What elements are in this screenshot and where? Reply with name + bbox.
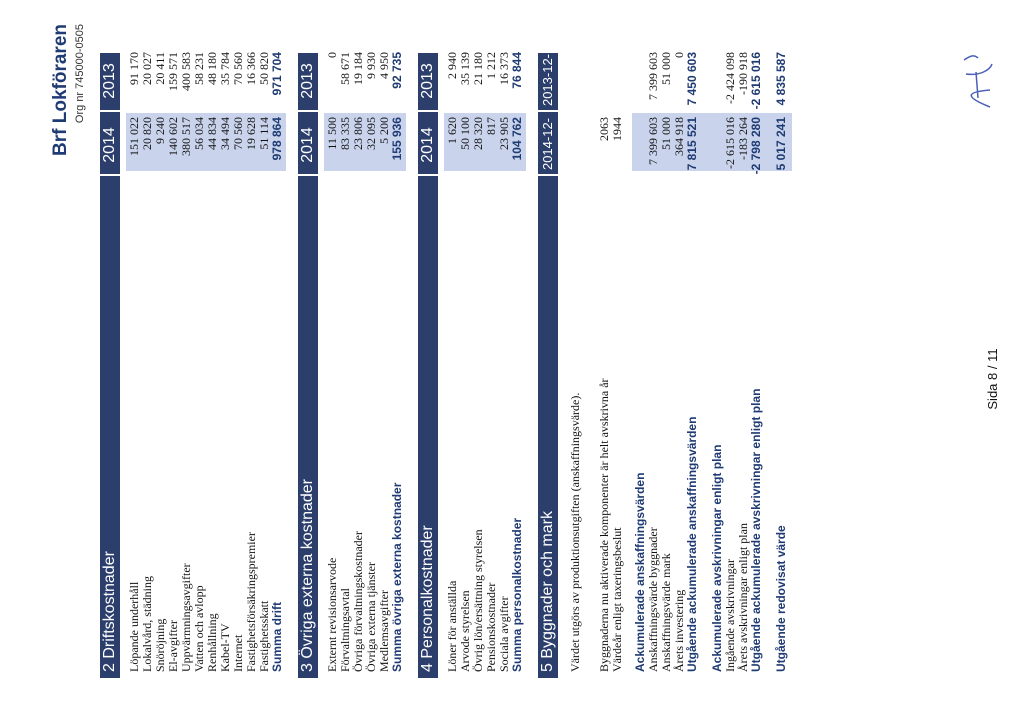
value-current-year: 34 494: [218, 117, 232, 150]
row-label: Vatten och avlopp: [192, 585, 206, 672]
section-total-row: [271, 52, 283, 672]
value-previous-year: 58 671: [338, 52, 352, 85]
row-label: Fastighetsskatt: [257, 600, 271, 672]
value-current-year: -2 615 016: [723, 117, 737, 169]
row-label: Summa övriga externa kostnader: [390, 482, 404, 672]
handwritten-initials: [960, 42, 1000, 112]
value-current-year: 1944: [610, 117, 624, 141]
column-header-current: 2014: [100, 116, 120, 176]
value-current-year: 28 320: [471, 117, 485, 150]
table-row: [673, 52, 685, 672]
row-label: Utgående ackumulerade avskrivningar enligt plan: [749, 388, 763, 672]
section-title: 5 Byggnader och mark: [539, 511, 556, 672]
table-row: [193, 52, 205, 672]
row-label: Renhållning: [205, 613, 219, 672]
row-label: Summa drift: [270, 601, 284, 672]
table-row: [365, 52, 377, 672]
section-total-row: [391, 52, 403, 672]
value-current-year: 155 936: [390, 117, 404, 161]
value-previous-year: 70 560: [231, 52, 245, 85]
row-label: Sociala avgifter: [497, 596, 511, 672]
row-label: Uppvärmningsavgifter: [179, 563, 193, 672]
value-current-year: 9 240: [153, 117, 167, 144]
column-header-previous: 2013: [100, 52, 120, 112]
building-info-row: [611, 52, 623, 672]
value-previous-year: 4 835 587: [774, 52, 788, 106]
value-previous-year: 50 820: [257, 52, 271, 85]
row-label: Utgående ackumulerade anskaffningsvärden: [685, 416, 699, 672]
table-row: [128, 52, 140, 672]
value-previous-year: 400 583: [179, 52, 193, 91]
column-header-current: 2014: [418, 116, 438, 176]
value-current-year: 23 806: [351, 117, 365, 150]
value-current-year: 20 820: [140, 117, 154, 150]
value-previous-year: 16 373: [497, 52, 511, 85]
book-value-row: [775, 52, 787, 672]
value-current-year: 1 620: [445, 117, 459, 144]
value-previous-year: 0: [672, 52, 686, 58]
value-current-year: -2 798 280: [749, 117, 763, 175]
value-current-year: 19 628: [244, 117, 258, 150]
table-row: [258, 52, 270, 672]
row-label: Övriga förvaltningskostnader: [351, 531, 365, 672]
value-current-year: -183 264: [736, 117, 750, 160]
value-previous-year: 971 704: [270, 52, 284, 96]
value-previous-year: 58 231: [192, 52, 206, 85]
table-row: [498, 52, 510, 672]
row-label: Årets avskrivningar enligt plan: [736, 523, 750, 672]
table-row: [206, 52, 218, 672]
value-previous-year: 16 366: [244, 52, 258, 85]
page-number: Sida 8 / 11: [985, 348, 1000, 410]
section-header-bar: [418, 53, 438, 678]
value-previous-year: 35 139: [458, 52, 472, 85]
value-current-year: 51 114: [257, 117, 271, 150]
value-current-year: 83 335: [338, 117, 352, 150]
value-previous-year: 159 571: [166, 52, 180, 91]
value-previous-year: 0: [325, 52, 339, 58]
section-title: 2 Driftskostnader: [101, 551, 118, 672]
value-current-year: 11 500: [325, 117, 339, 150]
table-row: [459, 52, 471, 672]
valuation-note: Värdet utgörs av produktionsutgiften (anskaffningsvärde).: [568, 392, 582, 672]
column-header-previous: 2013-12-31: [538, 50, 578, 112]
table-row: [352, 52, 364, 672]
row-label: Övriga externa tjänster: [364, 562, 378, 672]
value-current-year: 364 918: [672, 117, 686, 156]
acquisition-total-row: [686, 52, 698, 672]
value-current-year: 7 399 603: [646, 117, 660, 165]
table-row: [141, 52, 153, 672]
value-current-year: 140 602: [166, 117, 180, 156]
column-header-current: 2014: [298, 116, 318, 176]
value-previous-year: 91 170: [127, 52, 141, 85]
value-previous-year: 20 411: [153, 52, 167, 85]
table-row: [446, 52, 458, 672]
table-row: [219, 52, 231, 672]
value-current-year: 23 905: [497, 117, 511, 150]
value-current-year: 2063: [597, 117, 611, 141]
value-current-year: 380 517: [179, 117, 193, 156]
row-label: El-avgifter: [166, 620, 180, 672]
value-previous-year: 9 930: [364, 52, 378, 79]
row-label: Lokalvård, städning: [140, 576, 154, 672]
section-title: 4 Personalkostnader: [419, 525, 436, 672]
table-row: [647, 52, 659, 672]
value-previous-year: 48 180: [205, 52, 219, 85]
table-row: [167, 52, 179, 672]
depreciation-total-row: [750, 52, 762, 672]
value-previous-year: 35 784: [218, 52, 232, 85]
value-previous-year: -2 424 098: [723, 52, 737, 104]
row-label: Externt revisionsarvode: [325, 557, 339, 672]
row-label: Löpande underhåll: [127, 581, 141, 672]
column-header-previous: 2013: [418, 52, 438, 112]
table-row: [378, 52, 390, 672]
row-label: Summa personalkostnader: [510, 517, 524, 672]
row-label: Ingående avskrivningar: [723, 559, 737, 672]
row-label: Pensionskostnader: [484, 582, 498, 672]
row-label: Förvaltningsavtal: [338, 588, 352, 672]
column-header-previous: 2013: [298, 52, 318, 112]
organization-name: Brf Lokföraren: [50, 24, 71, 156]
table-row: [737, 52, 749, 672]
value-current-year: 5 017 241: [774, 117, 788, 171]
acquisition-heading: Ackumulerade anskaffningsvärden: [633, 472, 647, 672]
value-current-year: 32 095: [364, 117, 378, 150]
row-label: Utgående redovisat värde: [774, 525, 788, 672]
row-label: Kabel-TV: [218, 623, 232, 672]
value-previous-year: 20 027: [140, 52, 154, 85]
depreciation-heading: Ackumulerade avskrivningar enligt plan: [710, 444, 724, 672]
column-header-current: 2014-12-31: [538, 114, 578, 176]
value-current-year: 56 034: [192, 117, 206, 150]
organization-number: Org nr 745000-0505: [74, 24, 86, 124]
table-row: [180, 52, 192, 672]
value-previous-year: 76 844: [510, 52, 524, 89]
value-current-year: 5 200: [377, 117, 391, 144]
row-label: Medlemsavgifter: [377, 590, 391, 672]
table-row: [154, 52, 166, 672]
table-row: [339, 52, 351, 672]
value-previous-year: 7 450 603: [685, 52, 699, 106]
row-label: Snöröjning: [153, 618, 167, 672]
row-label: Arvode styrelsen: [458, 590, 472, 672]
section-title: 3 Övriga externa kostnader: [299, 479, 316, 672]
value-previous-year: 1 212: [484, 52, 498, 79]
section-header-bar: [298, 53, 318, 678]
value-current-year: 50 100: [458, 117, 472, 150]
row-label: Internet: [231, 634, 245, 672]
value-previous-year: -190 918: [736, 52, 750, 95]
value-previous-year: 92 735: [390, 52, 404, 89]
value-previous-year: -2 615 016: [749, 52, 763, 110]
row-label: Anskaffningsvärde mark: [659, 553, 673, 672]
row-label: Värdeår enligt taxeringsbeslut: [610, 527, 624, 672]
table-row: [485, 52, 497, 672]
building-info-row: [598, 52, 610, 672]
row-label: Byggnaderna nu aktiverade komponenter är helt avskrivna år: [597, 378, 611, 672]
section-total-row: [511, 52, 523, 672]
row-label: Anskaffningsvärde byggnader: [646, 527, 660, 672]
value-previous-year: 2 940: [445, 52, 459, 79]
table-row: [245, 52, 257, 672]
value-current-year: 817: [484, 117, 498, 135]
table-row: [724, 52, 736, 672]
row-label: Övrig lön/ersättning styrelsen: [471, 529, 485, 672]
value-previous-year: 7 399 603: [646, 52, 660, 100]
section-header-bar: [100, 53, 120, 678]
value-current-year: 44 834: [205, 117, 219, 150]
value-current-year: 70 560: [231, 117, 245, 150]
row-label: Löner för anställda: [445, 580, 459, 672]
row-label: Fastighetsförsäkringspremier: [244, 532, 258, 672]
value-current-year: 51 000: [659, 117, 673, 150]
table-row: [232, 52, 244, 672]
value-previous-year: 4 950: [377, 52, 391, 79]
table-row: [660, 52, 672, 672]
row-label: Årets investering: [672, 589, 686, 672]
value-current-year: 104 762: [510, 117, 524, 161]
table-row: [326, 52, 338, 672]
value-current-year: 151 022: [127, 117, 141, 156]
value-previous-year: 19 184: [351, 52, 365, 85]
value-previous-year: 51 000: [659, 52, 673, 85]
value-current-year: 7 815 521: [685, 117, 699, 171]
value-previous-year: 21 180: [471, 52, 485, 85]
table-row: [472, 52, 484, 672]
value-current-year: 978 864: [270, 117, 284, 161]
